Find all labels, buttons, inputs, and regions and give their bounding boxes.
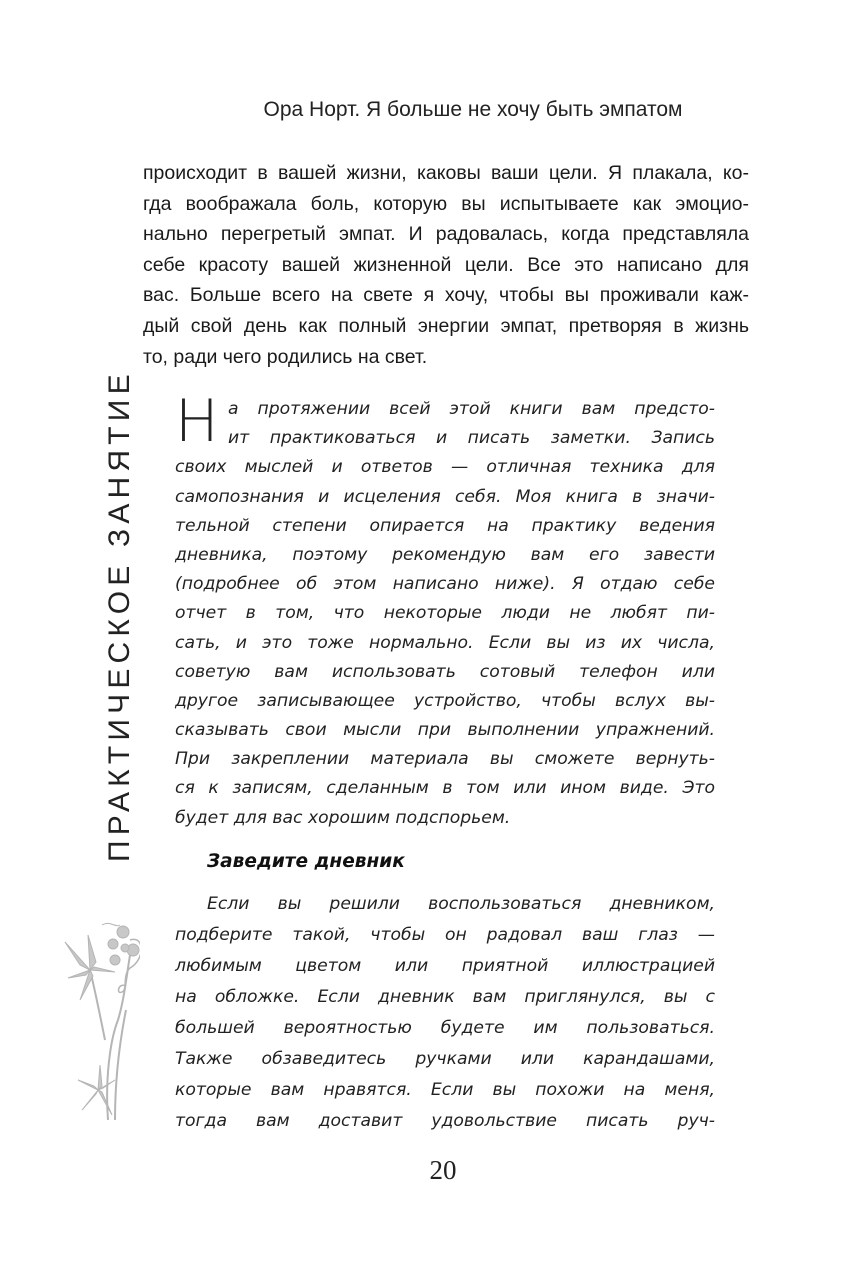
running-header: Ора Норт. Я больше не хочу быть эмпатом bbox=[263, 98, 683, 121]
text-line: сать, и это тоже нормально. Если вы из их числа, bbox=[175, 632, 715, 653]
text-line: отчет в том, что некоторые люди не любят пи- bbox=[175, 603, 715, 624]
intro-paragraph bbox=[143, 158, 749, 372]
text-line: дневника, поэтому рекомендую вам его завести bbox=[175, 544, 715, 565]
text-line: на обложке. Если дневник вам приглянулся, вы с bbox=[175, 987, 715, 1007]
text-line: будет для вас хорошим подспорьем. bbox=[175, 807, 511, 828]
text-line: При закреплении материала вы сможете вернуть- bbox=[175, 749, 715, 770]
text-line: себе красоту вашей жизненной цели. Все это написано для bbox=[143, 253, 749, 276]
text-line: вас. Больше всего на свете я хочу, чтобы вы проживали каж- bbox=[143, 284, 749, 307]
drop-cap: Н bbox=[175, 387, 219, 455]
text-line: Также обзаведитесь ручками или карандашами, bbox=[175, 1049, 715, 1069]
text-line: любимым цветом или приятной иллюстрацией bbox=[175, 956, 715, 976]
text-line: происходит в вашей жизни, каковы ваши цели. Я плакала, ко- bbox=[143, 162, 749, 184]
text-line: гда воображала боль, которую вы испытываете как эмоцио- bbox=[143, 192, 749, 215]
text-line: а протяжении всей этой книги вам предсто- bbox=[228, 399, 715, 419]
text-line: (подробнее об этом написано ниже). Я отдаю себе bbox=[175, 574, 715, 595]
text-line: самопознания и исцеления себя. Моя книга в значи- bbox=[175, 486, 715, 507]
text-line: тельной степени опирается на практику ведения bbox=[175, 515, 715, 536]
journal-paragraph bbox=[175, 889, 715, 1137]
text-line: советую вам использовать сотовый телефон или bbox=[175, 661, 715, 682]
text-line: Если вы решили воспользоваться дневником, bbox=[207, 894, 715, 914]
text-line: своих мыслей и ответов — отличная техника для bbox=[175, 457, 715, 478]
text-line: которые вам нравятся. Если вы похожи на меня, bbox=[175, 1080, 715, 1100]
text-line: ся к записям, сделанным в том или ином виде. Это bbox=[175, 778, 715, 799]
plant-illustration-icon bbox=[60, 920, 140, 1125]
text-line: дый свой день как полный энергии эмпат, претворяя в жизнь bbox=[143, 314, 749, 337]
exercise-paragraph bbox=[175, 395, 715, 833]
text-line: подберите такой, чтобы он радовал ваш глаз — bbox=[175, 925, 715, 945]
text-line: нально перегретый эмпат. И радовалась, когда представляла bbox=[143, 223, 749, 246]
text-line: тогда вам доставит удовольствие писать руч- bbox=[175, 1111, 715, 1131]
text-line: ит практиковаться и писать заметки. Запись bbox=[228, 428, 715, 449]
subheading: Заведите дневник bbox=[207, 851, 405, 872]
text-line: другое записывающее устройство, чтобы вслух вы- bbox=[175, 690, 715, 711]
page-number: 20 bbox=[429, 1155, 457, 1185]
text-line: большей вероятностью будете им пользоваться. bbox=[175, 1018, 715, 1038]
text-line: то, ради чего родились на свет. bbox=[143, 345, 428, 368]
sidebar-section-title: ПРАКТИЧЕСКОЕ ЗАНЯТИЕ bbox=[103, 369, 136, 862]
text-line: сказывать свои мысли при выполнении упражнений. bbox=[175, 720, 715, 741]
